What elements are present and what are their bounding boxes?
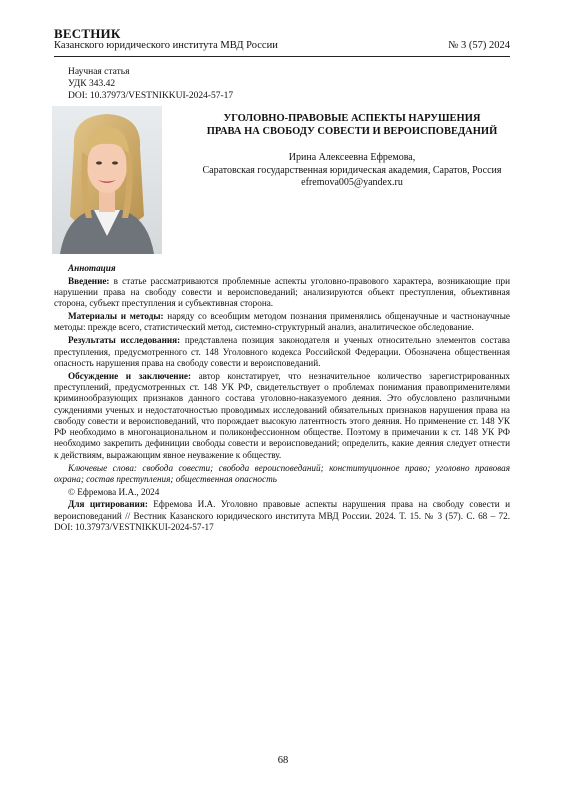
author-email: efremova005@yandex.ru (301, 177, 403, 188)
author-affiliation: Саратовская государственная юридическая академия, Саратов, Россия (202, 164, 502, 176)
journal-name: ВЕСТНИК (54, 26, 121, 41)
methods-label: Материалы и методы: (68, 311, 164, 322)
journal-subtitle: Казанского юридического института МВД России (54, 40, 278, 51)
introduction-label: Введение: (68, 275, 110, 286)
citation (54, 499, 510, 533)
introduction-text: в статье рассматриваются проблемные аспекты уголовно-правового характера, возникающие при нарушении права на свободу совести и вероисповеданий; анализируются объект преступления, объективная сторона, субъект преступления и субъективная сторона. (54, 275, 510, 309)
author-portrait-image (52, 106, 162, 254)
title-line-1: УГОЛОВНО-ПРАВОВЫЕ АСПЕКТЫ НАРУШЕНИЯ (223, 113, 481, 124)
abstract-results (54, 335, 510, 369)
abstract-methods (54, 311, 510, 334)
article-meta (68, 66, 233, 102)
author-name: Ирина Алексеевна Ефремова, (288, 152, 416, 163)
abstract-heading: Аннотация (68, 263, 116, 273)
issue-number: № 3 (57) 2024 (448, 40, 510, 51)
author-block (172, 152, 532, 190)
methods-text: наряду со всеобщим методом познания применялись общенаучные и частнонаучные методы: прежде всего, статистический метод, системно-структурный анализ, аналитическое обследование. (54, 311, 510, 333)
results-label: Результаты исследования: (68, 335, 181, 346)
results-text: представлена позиция законодателя и ученых относительно элементов состава преступления, предусмотренного ст. 148 Уголовного кодекса Российской Федерации. Обозначена общественная опасность нарушения права на свободу совести и вероисповеданий. (54, 335, 510, 368)
citation-label: Для цитирования: (68, 499, 148, 510)
abstract-discussion (54, 371, 510, 461)
page-number: 68 (277, 755, 289, 766)
abstract-section (54, 263, 510, 535)
title-line-2: ПРАВА НА СВОБОДУ СОВЕСТИ И ВЕРОИСПОВЕДАНИЙ (206, 126, 498, 137)
doi: DOI: 10.37973/VESTNIKKUI-2024-57-17 (68, 91, 234, 101)
header-divider (54, 56, 510, 57)
abstract-introduction (54, 276, 510, 310)
author-photo (52, 106, 162, 254)
article-type: Научная статья (68, 67, 130, 77)
citation-text: Ефремова И.А. Уголовно правовые аспекты нарушения права на свободу совести и вероисповеданий // Вестник Казанского юридического института МВД России. 2024. Т. 15. № 3 (57). С. 68 – 72. DOI: 10.37973/VESTNIKKUI-2024-57-17 (54, 499, 510, 533)
discussion-text: автор констатирует, что незначительное количество зарегистрированных преступлений, предусмотренных ст. 148 УК РФ, свидетельствует о проблемах понимания правоприменителями криминообразующих признаков данного состава уголовно-наказуемого деяния. Это обусловлено различными суждениями ученых и недостаточностью проводимых исследований обязательных признаков нарушения права на свободу совести и вероисповеданий, что порождает высокую латентность этого деяния. Но применение ст. 148 УК РФ необходимо в многонациональном и поликонфессионном обществе. Поэтому в примечании к ст. 148 УК РФ необходимо закрепить дефиниции свободы совести и вероисповеданий; определить, какие деяния следует отнести к действиям, выражающим явное неуважение к обществу. (54, 370, 511, 460)
copyright: © Ефремова И.А., 2024 (68, 486, 160, 497)
udc-code: УДК 343.42 (68, 79, 116, 89)
keywords (54, 463, 510, 486)
keywords-text: свобода совести; свобода вероисповеданий; конституционное право; уголовно правовая охрана; состав преступления; общественная опасность (54, 462, 510, 484)
keywords-label: Ключевые слова: (68, 462, 137, 473)
discussion-label: Обсуждение и заключение: (68, 370, 192, 381)
article-title (172, 112, 532, 138)
